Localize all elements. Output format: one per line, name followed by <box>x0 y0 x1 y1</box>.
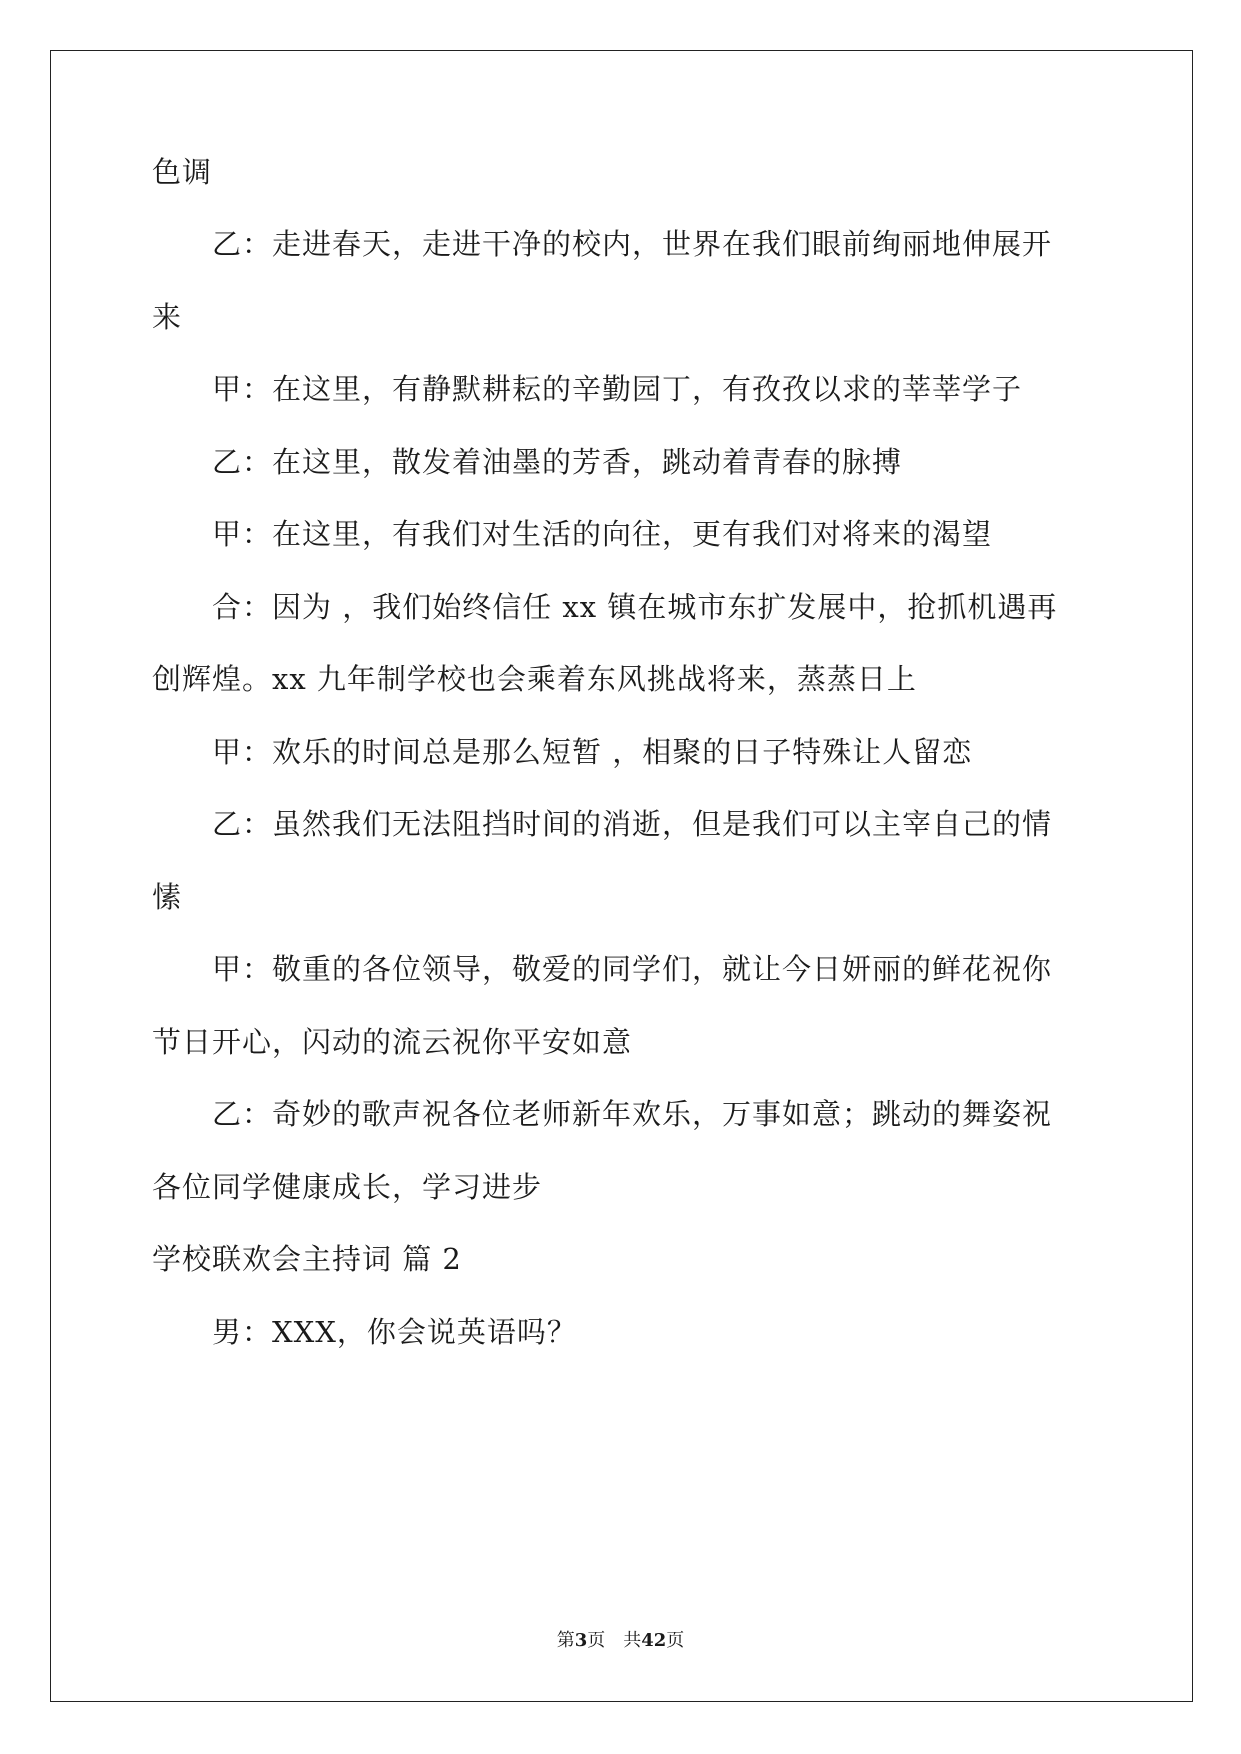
page-border <box>50 50 1193 1702</box>
footer-page-number: 3 <box>574 1630 588 1651</box>
footer-total-pages: 42 <box>641 1630 667 1651</box>
text-line-7: 合：因为 ，我们始终信任 xx 镇在城市东扩发展中，抢抓机遇再 <box>212 590 1058 624</box>
text-line-2: 乙：走进春天，走进干净的校内，世界在我们眼前绚丽地伸展开 <box>212 227 1053 261</box>
footer-prefix: 第 <box>556 1630 575 1651</box>
text-line-9: 甲：欢乐的时间总是那么短暂 ，相聚的日子特殊让人留恋 <box>212 735 973 769</box>
text-line-17: 男：XXX，你会说英语吗？ <box>212 1315 577 1349</box>
text-line-1: 色调 <box>152 155 213 189</box>
text-line-6: 甲：在这里，有我们对生活的向往，更有我们对将来的渴望 <box>212 517 993 551</box>
text-line-15: 各位同学健康成长，学习进步 <box>152 1170 543 1204</box>
section-heading: 学校联欢会主持词 篇 2 <box>152 1242 462 1276</box>
text-line-11: 愫 <box>152 880 183 914</box>
text-line-3: 来 <box>152 300 183 334</box>
text-line-14: 乙：奇妙的歌声祝各位老师新年欢乐，万事如意；跳动的舞姿祝 <box>212 1097 1053 1131</box>
text-line-4: 甲：在这里，有静默耕耘的辛勤园丁，有孜孜以求的莘莘学子 <box>212 372 1023 406</box>
page-footer <box>0 1629 1241 1653</box>
text-line-13: 节日开心，闪动的流云祝你平安如意 <box>152 1025 633 1059</box>
text-line-10: 乙：虽然我们无法阻挡时间的消逝，但是我们可以主宰自己的情 <box>212 807 1053 841</box>
text-line-12: 甲：敬重的各位领导，敬爱的同学们，就让今日妍丽的鲜花祝你 <box>212 952 1053 986</box>
footer-suffix: 页 <box>666 1630 685 1651</box>
text-line-5: 乙：在这里，散发着油墨的芳香，跳动着青春的脉搏 <box>212 445 903 479</box>
text-line-8: 创辉煌。xx 九年制学校也会乘着东风挑战将来，蒸蒸日上 <box>152 662 917 696</box>
footer-mid: 页 共 <box>587 1630 642 1651</box>
